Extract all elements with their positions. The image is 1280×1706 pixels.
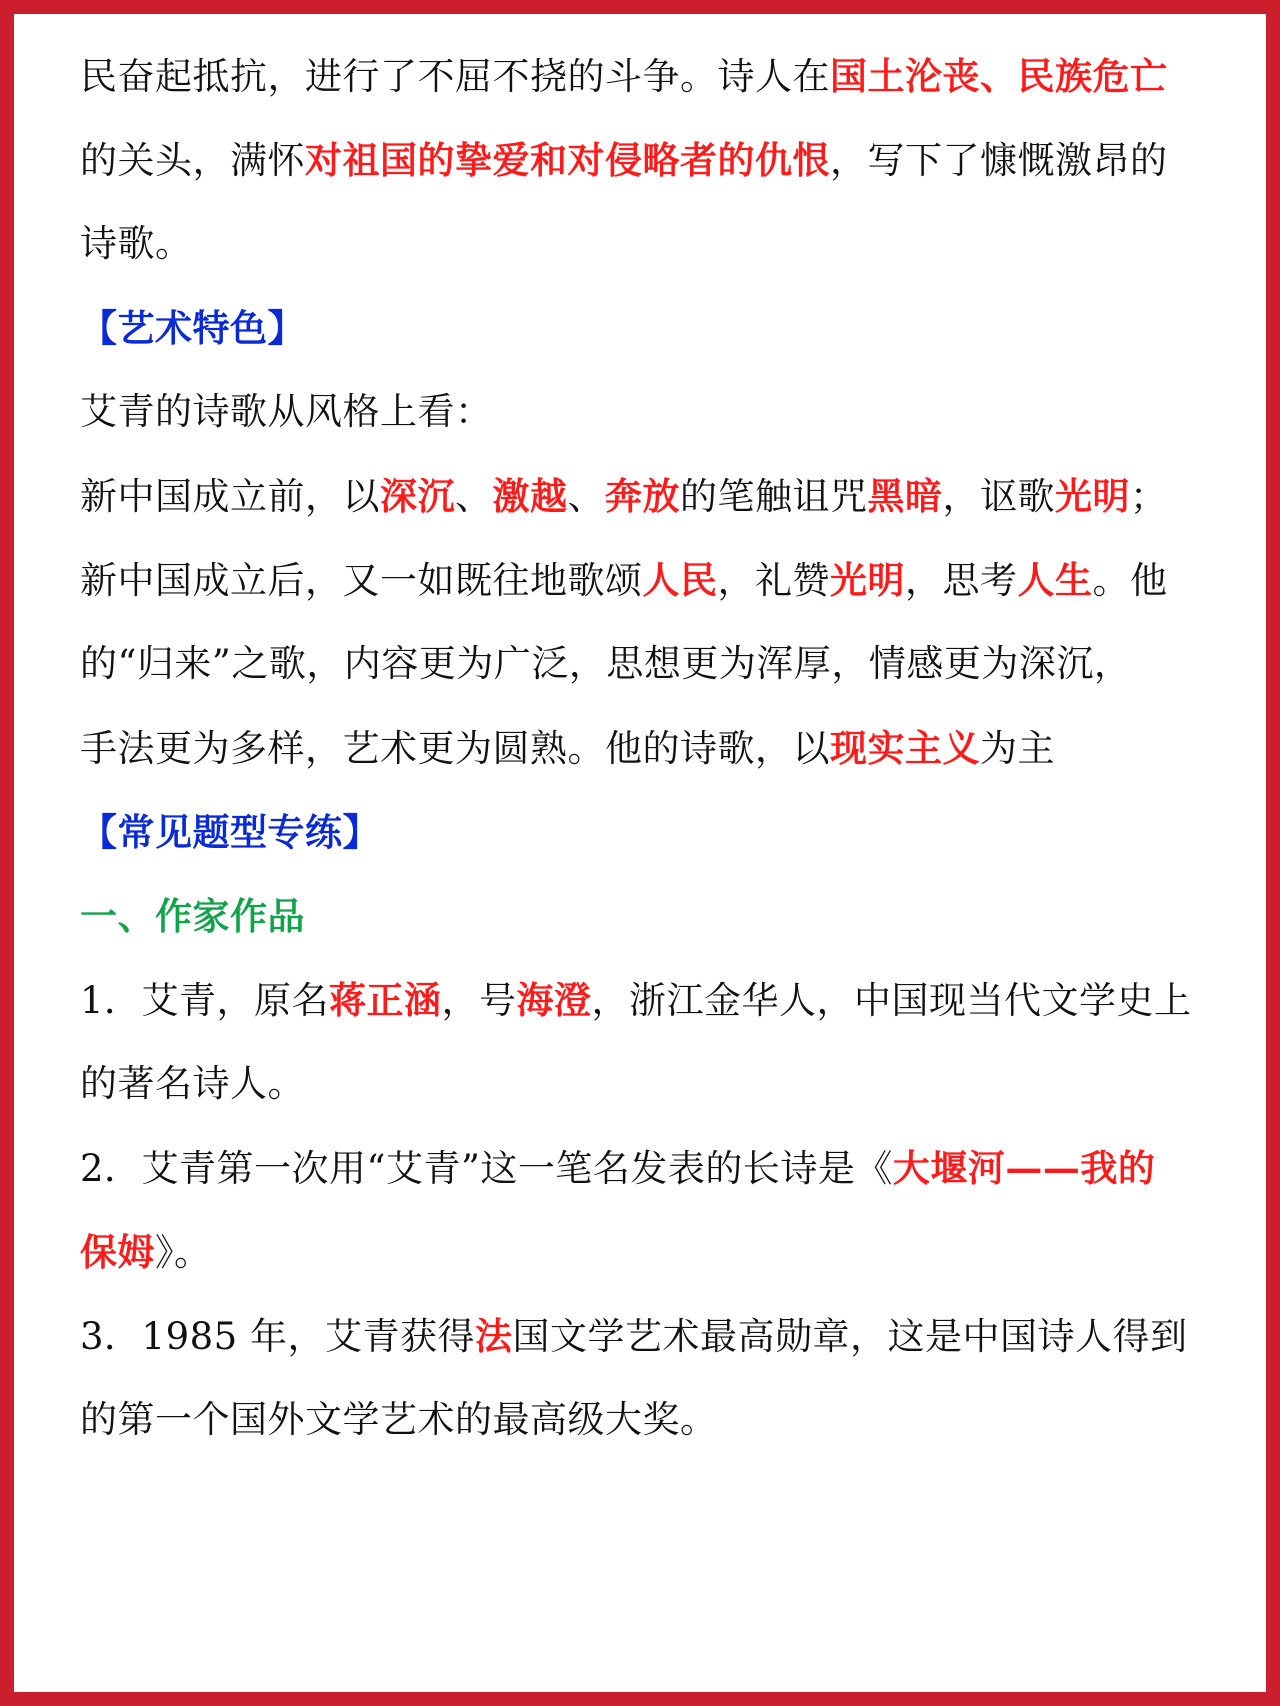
text-segment: ，礼赞 [717,559,830,602]
text-segment: 诗歌。 [80,222,193,265]
text-line [80,34,1228,118]
text-line [80,622,1228,706]
text-line [80,538,1228,622]
text-segment: 的“归来”之歌，内容更为广泛，思想更为浑厚，情感更为深沉， [80,642,1132,685]
highlight-text: 海澄 [516,978,592,1022]
text-line [80,202,1228,286]
text-segment: ，讴歌 [942,475,1055,518]
text-segment: 》。 [155,1231,212,1274]
text-segment: 新中国成立后，又一如既往地歌颂 [80,559,643,602]
section-heading: 【常见题型专练】 [80,810,380,854]
text-segment: 的著名诗人。 [80,1062,305,1105]
text-line [80,454,1228,538]
text-line [80,790,1228,874]
text-segment: ，号 [441,979,517,1022]
highlight-text: 法 [474,1314,513,1358]
text-line [80,1042,1228,1126]
text-line [80,874,1228,958]
text-segment: ，思考 [905,559,1018,602]
highlight-text: 黑暗 [867,474,943,518]
highlight-text: 深沉 [380,474,455,518]
text-line [80,118,1228,202]
highlight-text: 现实主义 [830,726,980,770]
text-segment: 。他 [1092,559,1168,602]
text-segment: ，浙江金华人，中国现当代文学史上 [591,979,1192,1022]
section-heading: 【艺术特色】 [80,306,305,350]
text-segment: 的第一个国外文学艺术的最高级大奖。 [80,1398,718,1441]
text-segment: 、 [455,475,493,518]
text-segment: 新中国成立前，以 [80,475,380,518]
text-segment: ； [1130,475,1168,518]
text-segment: 、 [567,475,605,518]
highlight-text: 国土沦丧、民族危亡 [830,54,1168,98]
highlight-text: 蒋正涵 [329,978,442,1022]
text-line [80,1294,1228,1378]
highlight-text: 奔放 [605,474,680,518]
text-segment: 1．艾青，原名 [80,979,330,1022]
document-page [14,14,1266,1692]
text-segment: 3．1985 年，艾青获得 [80,1315,475,1358]
text-segment: 国文学艺术最高勋章，这是中国诗人得到 [512,1315,1188,1358]
highlight-text: 大堰河——我的 [892,1146,1156,1190]
text-line [80,958,1228,1042]
text-segment: 为主 [980,727,1055,770]
highlight-text: 激越 [492,474,568,518]
highlight-text: 光明 [830,558,905,602]
text-line [80,1210,1228,1294]
text-line [80,1378,1228,1462]
text-line [80,370,1228,454]
document-body [80,34,1228,1462]
text-line [80,1126,1228,1210]
text-segment: 民奋起抵抗，进行了不屈不挠的斗争。诗人在 [80,55,830,98]
highlight-text: 保姆 [80,1230,155,1274]
text-segment: 的关头，满怀 [80,139,305,182]
highlight-text: 光明 [1055,474,1130,518]
text-segment: 艾青的诗歌从风格上看： [80,390,493,433]
text-segment: 的笔触诅咒 [680,475,868,518]
text-segment: 2．艾青第一次用“艾青”这一笔名发表的长诗是《 [80,1147,893,1190]
text-segment: ，写下了慷慨激昂的 [830,139,1168,182]
highlight-text: 对祖国的挚爱和对侵略者的仇恨 [305,138,830,182]
text-segment: 手法更为多样，艺术更为圆熟。他的诗歌，以 [80,727,830,770]
highlight-text: 人生 [1017,558,1093,602]
text-line [80,286,1228,370]
highlight-text: 人民 [642,558,718,602]
text-line [80,706,1228,790]
subsection-heading: 一、作家作品 [80,894,305,938]
